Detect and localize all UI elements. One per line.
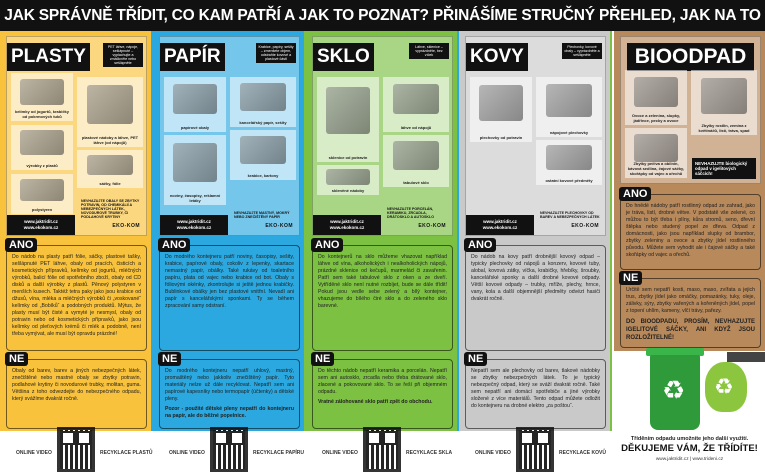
qr-code[interactable] [210,427,248,472]
web-link[interactable]: www.jaktridit.cz [330,219,364,224]
ano-text: Do kontejnerů na sklo můžeme vhazovat například láhve od vína, alkoholických i nealkoholických nápojů, prázdné sklenice od kečupů, marmelád či zavařenin. Patří sem také tabulové sklo z oken a ze dveří. Vytříděné sklo není nutné rozbíjet, bude se dále třídit! Pokud jsou vedle sebe zelený a bílý kontejner, vhazujeme do bílého čiré sklo a do zeleného sklo barevné. [318,254,447,309]
poster-web [160,215,228,235]
item-illustration [393,141,439,170]
item-illustration [393,84,439,114]
poster-web [466,215,534,235]
poster-panel [11,125,73,170]
web-link[interactable]: www.jaktridit.cz [483,219,517,224]
ano-box [159,239,300,351]
poster-title: KOVY [466,43,528,71]
thanks-web[interactable]: www.jaktridit.cz | www.trideni.cz [655,457,724,462]
panel-caption: papírové obaly [180,125,210,130]
ano-text: Do modrého kontejneru patří noviny, časopisy, sešity, krabice, papírové obaly, cokoliv z lepenky, skartace nemastný papír, obálky. Také rukávy od toaletního papíru, plata od vajec nebo krabice od bot. Obaly s fóliovými okénky, zkontrolujte si ještě jednou krabičky. Bublinkové obálky jen bez plastové vnitřní. Nevadí ani papír s kancelářskými sponkami. Ty se během zpracování samy odstraní. [165,254,294,309]
panel-caption: Zbytky rostlin, zemina z květináčů, listí, tráva, spad [698,123,750,133]
ne-note: Pozor - použité dětské pleny nepatří do kontejneru na papír, ale do běžné popelnice. [165,406,294,419]
ano-text: Do hnědé nádoby patří rostlinný odpad ze zahrad, jako je tráva, listí, drobné větve. V podstatě vše zelené, co můžou to být třeba i plíny, kůra stromů, seno, dřevní štěpka nebo studený popel ze dřeva. Odpad z domácnosti, jako jsou například slupky od brambor, zbytky zeleniny a ovoce a zbytky jídel rostlinného původu. Můžete sem vyhodit ale i čajové sáčky a také skořápky od vajec a ořechů. [626,203,755,258]
ano-label: ANO [158,238,190,252]
item-illustration [87,155,133,176]
poster-panel [691,70,757,135]
ekokom-logo: EKO-KOM [265,223,293,229]
ano-box [620,188,761,270]
qr-code[interactable] [363,427,401,472]
column-bioodpad [614,31,765,351]
poster-warning: NEVHAZUJTE biologický odpad v igelitových sáčcích! [692,158,756,179]
poster-panel [11,174,73,214]
item-illustration [20,179,63,201]
compost-bag-icon: ♻ [705,362,747,412]
ekokom-logo: EKO-KOM [112,223,140,229]
item-illustration [479,85,522,121]
thanks-subtitle: Tříděním odpadu umožníte jeho další využití. [630,436,749,442]
ano-box [465,239,606,351]
ne-label: NE [158,352,181,366]
recycling-link-label[interactable]: RECYKLACE KOVŮ [559,450,606,456]
poster-panel [470,77,532,142]
poster-warning: NEVHAZUJTE MASTNÝ, MOKRÝ NEBO ZNEČIŠTĚNÝ PAPÍR [234,211,290,219]
ne-note: Vratné zálohované sklo patří zpět do obchodu. [318,399,433,405]
recycling-link-label[interactable]: RECYKLACE PAPÍRU [253,450,305,456]
poster-panel [536,140,602,185]
online-video-label: ONLINE VIDEO [16,450,52,456]
panel-caption: skleněné nádoby [331,188,365,193]
poster-title: BIOODPAD [627,43,754,71]
poster-panel [317,165,379,195]
panel-caption: krabice, kartony [247,173,279,178]
ano-box [6,239,147,351]
ekokom-logo: EKO-KOM [418,223,446,229]
web-link[interactable]: www.ekokom.cz [23,225,59,230]
panel-caption: polystyren [31,207,53,212]
online-video-label: ONLINE VIDEO [475,450,511,456]
web-link[interactable]: www.ekokom.cz [482,225,518,230]
poster-papir [159,36,300,236]
poster-panel [77,150,143,188]
ne-label: NE [311,352,334,366]
ne-box [620,272,761,348]
ano-label: ANO [311,238,343,252]
item-illustration [326,87,369,134]
poster-note: Plechovky, kovové obaly – vyprázdněte a sešlápněte [562,43,602,59]
poster-bioodpad [620,36,761,184]
item-illustration [20,79,63,105]
ano-label: ANO [5,238,37,252]
ne-text: Obaly od barev, barev a jiných nebezpečných látek, znečištěné nebo mastné obaly se zbytky potravin, podlahové krytiny či novodurové trubky, molitan, guma. Většina z toho odvezdejte do nebezpečného odpadu, který svážíme dvakrát ročně. [12,368,141,402]
panel-caption: ostatní kovové předměty [545,178,593,183]
page-title: JAK SPRÁVNĚ TŘÍDIT, CO KAM PATŘÍ A JAK TO POZNAT? PŘINÁŠÍME STRUČNÝ PŘEHLED, JAK NA TO [0,0,765,31]
ne-box [6,353,147,429]
ne-box [465,353,606,429]
item-illustration [240,83,286,111]
column-kovy [459,31,612,431]
qr-footer-kovy [459,431,612,472]
recycling-link-label[interactable]: RECYKLACE SKLA [406,450,453,456]
poster-panel [383,135,449,187]
qr-footer-sklo [306,431,459,472]
ne-box [312,353,453,429]
item-illustration [634,134,677,162]
item-illustration [87,85,133,124]
hand-icon [727,352,765,362]
panel-caption: láhve od nápojů [400,125,432,130]
panel-caption: sáčky, fólie [99,181,121,186]
poster-panel [77,77,143,147]
web-link[interactable]: www.jaktridit.cz [177,219,211,224]
poster-warning: NEVHAZUJTE PORCELÁN, KERAMIKU, ZRCADLA, DRÁTOSKLO A AUTOSKLO [387,207,434,219]
ne-text: Do modrého kontejneru nepatří uhlový, mastný, promaštěný nebo jakkoliv znečištěný papír. Tyto materiály nelze už dále recyklovat. Nepatří sem ani papírové kapesníky nebo termopapír (účtenky) a dětské pleny. [165,368,294,402]
web-link[interactable]: www.jaktridit.cz [24,219,58,224]
panel-caption: plastové nádoby a láhve, PET láhve (od nápojů) [81,135,139,145]
ne-text: Určitě sem nepatří kosti, maso, maso, zvířata a jejich trus, zbytky jídel jako omáčky, pomazánky, tuky, oleje, zálivky, sýry, zbytky vařených a kořeněných jídel, popel z topení uhlím, kameny, vlčí trávy, pařezy. [626,287,755,314]
ne-label: NE [5,352,28,366]
panel-caption: Ovoce a zelenina, slupky, jádřince, pecky a ovoce [631,113,681,123]
panel-caption: sklenice od potravin [328,155,368,160]
panel-caption: kelímky od jogurtů, krabičky od pokrmových tuků [14,109,70,119]
recycling-bin-icon: ♻ [650,355,700,430]
poster-panel [164,135,226,205]
panel-caption: Zbytky pečiva a obilnin, kávová sedlina, čajové sáčky, skořápky od vajec a ořechů [627,161,685,176]
ne-label: NE [464,352,487,366]
poster-title: SKLO [313,43,374,71]
online-video-label: ONLINE VIDEO [169,450,205,456]
column-papir [153,31,306,431]
ano-text: Do nádob na plasty patří fólie, sáčky, plastové tašky, sešlápnuté PET láhve, obaly od pracích, čisticích a kosmetických přípravků, kelímky od jogurtů, mléčných výrobků, balicí fólie od spotřebního zboží, obaly od CD disků a další výrobky z plastů. Pěnový polystyren v menších kusech. Taktéž tetra paky jako jsou krabice od džusů, vína, mléka a mléčných výrobků či „voskované“ kelímky od „Bobíků“ a podobných produktů. Mýtus, že plasty musí být čisté a vymyté je nesmysl, obaly od potravin nebo od kosmetických přípravků, jako jsou kelímky od pleťových krémů či mlék a podobně, není třeba vymývat, ale musí být opravdu prázdné! [12,254,141,337]
item-illustration [173,143,216,182]
poster-kovy [465,36,606,236]
poster-panel [383,77,449,132]
poster-web [7,215,75,235]
item-illustration [546,145,592,170]
poster-panel [625,70,687,125]
poster-title: PAPÍR [160,43,225,71]
qr-code[interactable] [57,427,95,472]
online-video-label: ONLINE VIDEO [322,450,358,456]
poster-warning: NEVHAZUJTE OBALY SE ZBYTKY POTRAVIN, OD CHEMIKÁLIÍ A NEBEZPEČNÝCH LÁTEK, NOVODUROVÉ TRUBKY, ČI PODLAHOVÉ KRYTINY [81,199,140,219]
poster-title: PLASTY [7,43,90,71]
panel-caption: tabulové sklo [403,180,429,185]
ne-note: DO BIOODPADU, PROSÍM, NEVHAZUJTE IGELITOVÉ SÁČKY, ANI KDYŽ JSOU ROZLOŽITELNÉ! [626,319,755,341]
item-illustration [701,78,747,114]
qr-footer-plasty [0,431,153,472]
poster-sklo [312,36,453,236]
ano-text: Do nádob na kovy patří drobnější kovový odpad – typicky plechovky od nápojů a konzerv, kovové tuby, alobal, kovová zátky, víčka, krabičky, hřebíky, šroubky, kancelářské sponky a další drobné kovové odpady. Větší kovové odpady – trubky, mříže, plechy, hrnce, vany, kola a další objemnější předměty odvézt hasiči dvakrát ročně. [471,254,600,302]
item-illustration [634,77,677,107]
ekokom-logo: EKO-KOM [571,223,599,229]
web-link[interactable]: www.ekokom.cz [329,225,365,230]
panel-caption: výrobky z plastů [26,163,58,168]
ne-text: Do těchto nádob nepatří keramika a porcelán. Nepatří sem ani autosklo, zrcadla nebo třeba drátované sklo, zlacené a pokovované sklo. To se řeší při objemném odpadu. [318,368,447,395]
item-illustration [546,84,592,117]
panel-caption: plechovky od potravin [479,135,523,140]
thanks-title: DĚKUJEME VÁM, ŽE TŘÍDÍTE! [621,443,758,454]
panel-caption: kancelářský papír, sešity [239,120,287,125]
ne-text: Nepatří sem ale plechovky od barev, tlakové nádobky se zbytky nebezpečných látek. To je typický nebezpečný odpad, který se sváží dvakrát ročně. Také sem nepatří ani domácí spotřebiče a jiné výrobky složené z více materiálů. Tento odpad můžete odložit do kontejneru na drobné elektro „za poštou“. [471,368,600,409]
poster-panel [317,77,379,162]
poster-panel [230,130,296,180]
qr-code[interactable] [516,427,554,472]
poster-panel [164,77,226,132]
poster-note: Krabice, papíry, sešity – zmenšete objem, odstraňte kovové a plastové části [256,43,296,63]
poster-note: PET láhve, nápoje, sešlápnuté – vyplachujte a zmáčkněte nebo sešlápněte [103,43,143,67]
poster-panel [536,77,602,137]
panel-caption: noviny, časopisy, reklamní letáky [169,193,221,203]
poster-warning: NEVHAZUJTE PLECHOVKY OD BAREV A NEBEZPEČNÝCH LÁTEK [540,211,600,219]
ano-label: ANO [464,238,496,252]
item-illustration [326,169,369,186]
item-illustration [240,136,286,164]
item-illustration [20,130,63,155]
column-sklo [306,31,459,431]
poster-web [313,215,381,235]
qr-footer-papir [153,431,306,472]
ne-box [159,353,300,429]
poster-note: Láhve, sklenice – vyprázdněte, bez víček [409,43,449,59]
recycling-link-label[interactable]: RECYKLACE PLASTŮ [100,450,153,456]
ano-box [312,239,453,351]
panel-caption: nápojové plechovky [549,130,589,135]
column-plasty [0,31,153,431]
poster-plasty [6,36,147,236]
web-link[interactable]: www.ekokom.cz [176,225,212,230]
ne-label: NE [619,271,642,285]
item-illustration [173,84,216,114]
poster-panel [11,73,73,121]
ano-label: ANO [619,187,651,201]
poster-panel [625,128,687,178]
poster-panel [230,77,296,127]
